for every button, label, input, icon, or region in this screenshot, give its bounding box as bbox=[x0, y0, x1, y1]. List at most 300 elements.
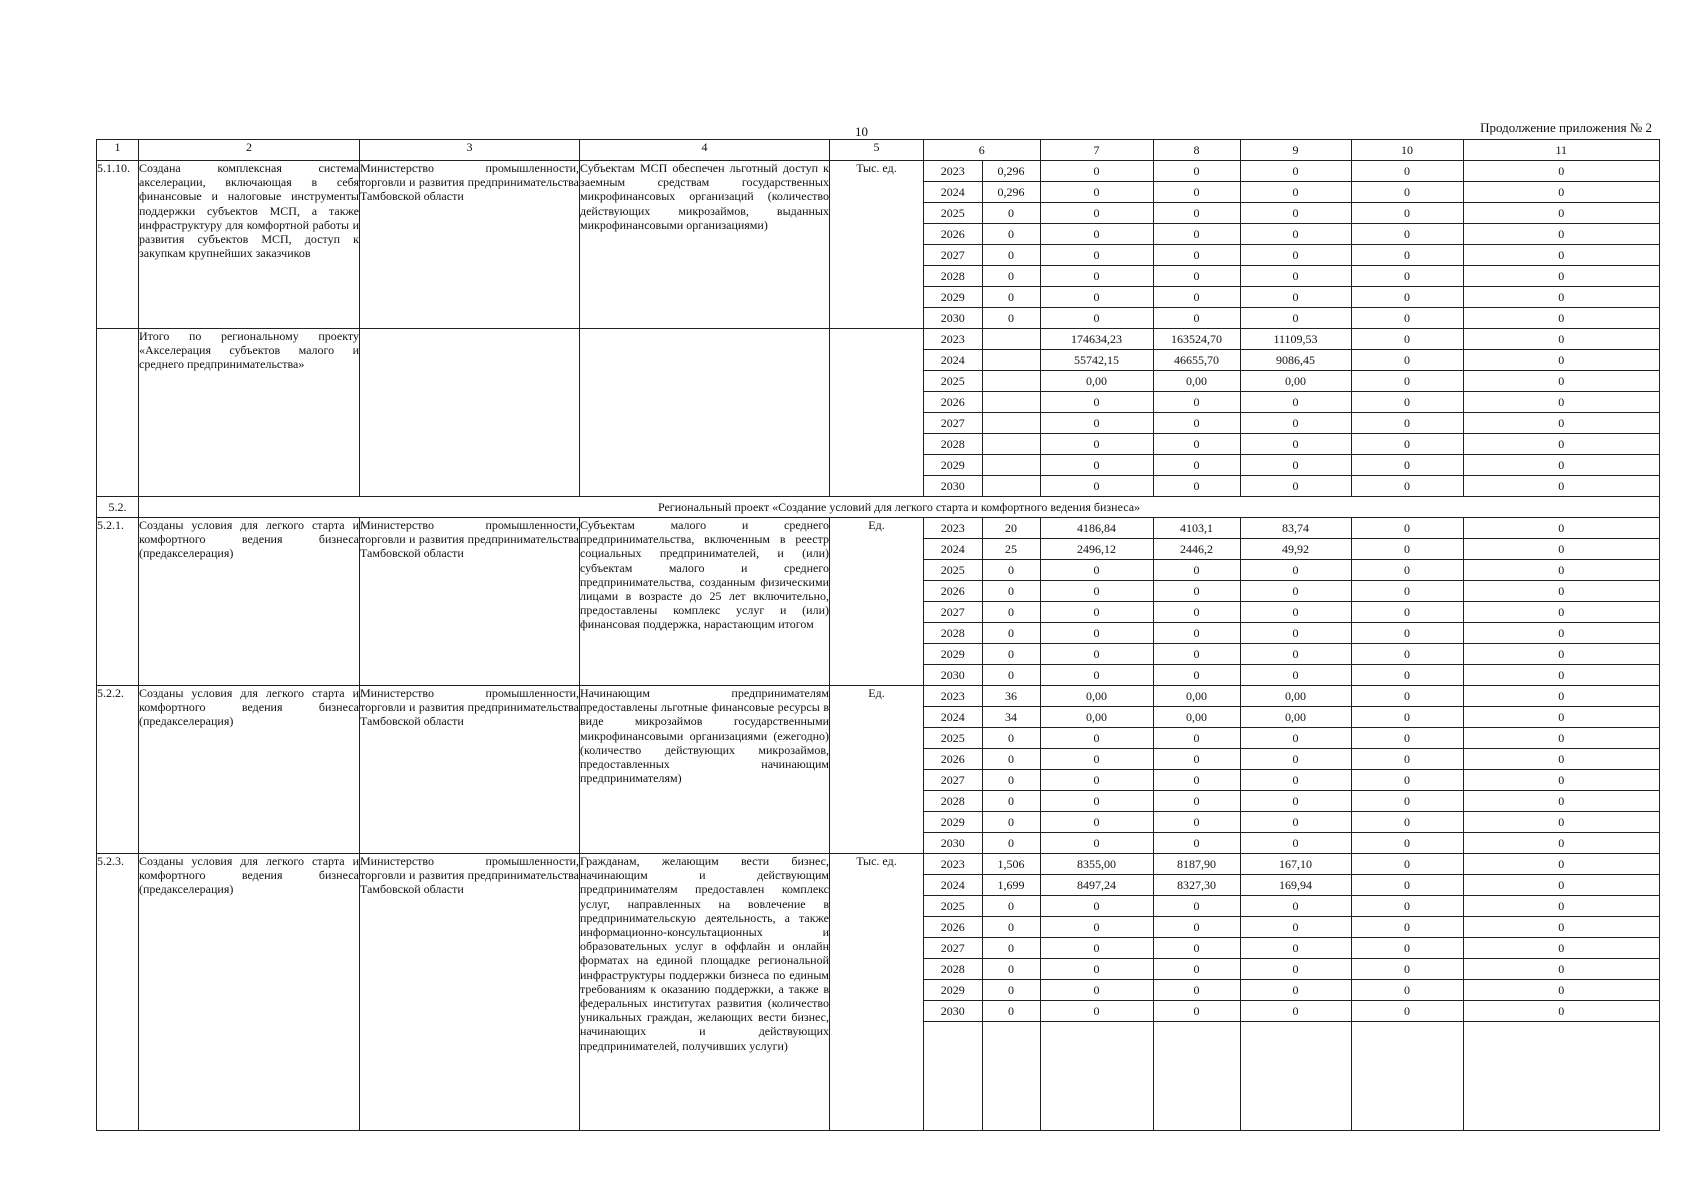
value-cell: 0 bbox=[1240, 644, 1351, 665]
value-cell: 83,74 bbox=[1240, 518, 1351, 539]
value-cell: 0 bbox=[1240, 287, 1351, 308]
year-row bbox=[924, 161, 1659, 182]
program-table bbox=[96, 139, 1660, 1131]
year-row bbox=[924, 392, 1659, 413]
value-cell: 0 bbox=[1463, 665, 1659, 686]
value-cell: 0 bbox=[982, 959, 1040, 980]
value-cell: 0 bbox=[1153, 392, 1240, 413]
value-cell: 0 bbox=[982, 1001, 1040, 1022]
row-number: 5.2.1. bbox=[97, 518, 139, 686]
value-cell: 2023 bbox=[924, 329, 982, 350]
value-cell: 0 bbox=[1040, 812, 1153, 833]
value-cell: 2025 bbox=[924, 203, 982, 224]
value-cell: 0 bbox=[1463, 308, 1659, 329]
value-cell: 0 bbox=[1240, 749, 1351, 770]
value-cell: 0 bbox=[1351, 665, 1463, 686]
header-cell: 6 bbox=[978, 143, 985, 157]
value-cell: 0 bbox=[1351, 329, 1463, 350]
value-cell: 0,00 bbox=[1153, 686, 1240, 707]
header-cell: 7 bbox=[1040, 140, 1153, 160]
value-cell bbox=[982, 476, 1040, 497]
row-number: 5.1.10. bbox=[97, 161, 139, 329]
value-cell: 0 bbox=[1351, 245, 1463, 266]
value-cell: 0 bbox=[1153, 161, 1240, 182]
value-cell: 0 bbox=[1463, 854, 1659, 875]
value-cell: 0 bbox=[1040, 224, 1153, 245]
value-cell bbox=[982, 350, 1040, 371]
value-cell: 0 bbox=[1351, 287, 1463, 308]
value-cell: 0 bbox=[1153, 287, 1240, 308]
value-cell: 0 bbox=[1153, 728, 1240, 749]
value-cell: 0 bbox=[1153, 623, 1240, 644]
value-cell: 0 bbox=[1463, 1001, 1659, 1022]
year-row bbox=[924, 476, 1659, 497]
value-cell: 2028 bbox=[924, 266, 982, 287]
section-row bbox=[97, 497, 1660, 518]
value-cell: 2023 bbox=[924, 161, 982, 182]
value-cell: 2028 bbox=[924, 434, 982, 455]
value-cell: 0 bbox=[1463, 245, 1659, 266]
value-cell: 0 bbox=[1463, 203, 1659, 224]
header-cell: 10 bbox=[1351, 140, 1463, 160]
value-cell: 0 bbox=[1351, 791, 1463, 812]
value-cell: 0 bbox=[1040, 770, 1153, 791]
year-row bbox=[924, 938, 1659, 959]
value-cell: 2027 bbox=[924, 245, 982, 266]
year-row bbox=[924, 371, 1659, 392]
section-title: Региональный проект «Создание условий для легкого старта и комфортного ведения бизнеса» bbox=[139, 497, 1660, 518]
value-cell: 0 bbox=[1153, 749, 1240, 770]
year-row bbox=[924, 707, 1659, 728]
unit bbox=[830, 329, 924, 497]
value-cell: 0,00 bbox=[1040, 371, 1153, 392]
value-cell: 2023 bbox=[924, 518, 982, 539]
value-cell: 0 bbox=[1240, 224, 1351, 245]
value-cell: 0 bbox=[1240, 182, 1351, 203]
value-cell: 0 bbox=[1240, 665, 1351, 686]
value-cell: 2028 bbox=[924, 791, 982, 812]
value-cell: 0 bbox=[1240, 203, 1351, 224]
value-cell: 0 bbox=[1240, 938, 1351, 959]
year-row bbox=[924, 413, 1659, 434]
value-cell: 0 bbox=[1463, 644, 1659, 665]
value-cell: 0 bbox=[1351, 602, 1463, 623]
value-cell: 0 bbox=[1040, 245, 1153, 266]
executor: Министерство промышленности, торговли и развития предпринимательства Тамбовской области bbox=[360, 518, 580, 686]
value-cell: 0 bbox=[1463, 707, 1659, 728]
value-cell: 0 bbox=[982, 665, 1040, 686]
value-cell: 0 bbox=[1040, 455, 1153, 476]
value-cell: 0 bbox=[1463, 749, 1659, 770]
value-cell: 0 bbox=[1463, 413, 1659, 434]
value-cell: 0 bbox=[1351, 434, 1463, 455]
value-cell bbox=[982, 392, 1040, 413]
value-cell: 0 bbox=[1463, 791, 1659, 812]
year-row bbox=[924, 854, 1659, 875]
value-cell: 0 bbox=[1463, 560, 1659, 581]
value-cell: 0 bbox=[1351, 455, 1463, 476]
value-cell: 0,00 bbox=[1040, 707, 1153, 728]
value-cell: 2026 bbox=[924, 749, 982, 770]
year-values bbox=[924, 161, 1660, 329]
value-cell: 0 bbox=[982, 812, 1040, 833]
value-cell: 0 bbox=[1351, 203, 1463, 224]
year-row bbox=[924, 455, 1659, 476]
year-row bbox=[924, 539, 1659, 560]
value-cell: 0 bbox=[1463, 686, 1659, 707]
year-values bbox=[924, 329, 1660, 497]
value-cell: 2025 bbox=[924, 560, 982, 581]
value-cell: 0 bbox=[1153, 896, 1240, 917]
year-row bbox=[924, 959, 1659, 980]
value-cell: 0 bbox=[982, 938, 1040, 959]
value-cell: 36 bbox=[982, 686, 1040, 707]
value-cell: 0 bbox=[1153, 476, 1240, 497]
value-cell: 0 bbox=[1351, 539, 1463, 560]
value-cell bbox=[982, 413, 1040, 434]
header-right bbox=[924, 140, 1660, 161]
value-cell: 0 bbox=[1153, 224, 1240, 245]
value-cell: 25 bbox=[982, 539, 1040, 560]
value-cell: 0 bbox=[1351, 959, 1463, 980]
header-cell: 2 bbox=[139, 140, 360, 161]
value-cell: 0 bbox=[1153, 665, 1240, 686]
header-cell: 9 bbox=[1240, 140, 1351, 160]
header-row bbox=[97, 140, 1660, 161]
value-cell: 0 bbox=[1351, 980, 1463, 1001]
unit: Ед. bbox=[830, 686, 924, 854]
value-cell: 2024 bbox=[924, 350, 982, 371]
value-cell: 0 bbox=[1463, 980, 1659, 1001]
value-cell: 0 bbox=[1040, 161, 1153, 182]
value-cell: 0 bbox=[982, 602, 1040, 623]
row-number: 5.2.3. bbox=[97, 854, 139, 1131]
value-cell: 2025 bbox=[924, 896, 982, 917]
value-cell: 0 bbox=[1240, 392, 1351, 413]
value-cell: 2027 bbox=[924, 938, 982, 959]
value-cell: 0 bbox=[1463, 539, 1659, 560]
value-cell: 0 bbox=[1040, 476, 1153, 497]
value-cell: 0 bbox=[1040, 623, 1153, 644]
year-values bbox=[924, 518, 1660, 686]
unit: Ед. bbox=[830, 518, 924, 686]
value-cell: 0 bbox=[1040, 791, 1153, 812]
value-cell: 0 bbox=[1351, 560, 1463, 581]
value-cell: 0 bbox=[1351, 350, 1463, 371]
row-number bbox=[97, 329, 139, 497]
value-cell: 0 bbox=[1153, 917, 1240, 938]
value-cell: 0 bbox=[1463, 728, 1659, 749]
value-cell: 0 bbox=[1351, 938, 1463, 959]
value-cell: 0 bbox=[982, 581, 1040, 602]
value-cell: 0 bbox=[1240, 959, 1351, 980]
value-cell: 0 bbox=[1040, 665, 1153, 686]
value-cell: 2030 bbox=[940, 836, 965, 850]
value-cell: 0 bbox=[1463, 896, 1659, 917]
year-values bbox=[924, 854, 1660, 1131]
value-cell: 0 bbox=[1040, 392, 1153, 413]
value-cell: 0 bbox=[1240, 476, 1351, 497]
value-cell: 0 bbox=[1040, 938, 1153, 959]
value-cell: 0 bbox=[982, 917, 1040, 938]
value-cell: 0 bbox=[1351, 182, 1463, 203]
year-row bbox=[924, 644, 1659, 665]
value-cell: 8327,30 bbox=[1153, 875, 1240, 896]
value-cell: 0 bbox=[1153, 602, 1240, 623]
value-cell: 0 bbox=[1463, 812, 1659, 833]
value-cell: 0 bbox=[982, 245, 1040, 266]
value-cell: 0 bbox=[1040, 749, 1153, 770]
year-row bbox=[924, 791, 1659, 812]
year-row bbox=[924, 917, 1659, 938]
value-cell: 2026 bbox=[924, 392, 982, 413]
value-cell: 0 bbox=[1153, 560, 1240, 581]
value-cell: 0 bbox=[1351, 581, 1463, 602]
value-cell: 0 bbox=[1240, 770, 1351, 791]
value-cell: 0 bbox=[1463, 161, 1659, 182]
value-cell: 0 bbox=[1463, 455, 1659, 476]
value-cell: 0 bbox=[1463, 266, 1659, 287]
value-cell: 0 bbox=[1463, 833, 1659, 854]
value-cell: 0 bbox=[1351, 224, 1463, 245]
value-cell: 0 bbox=[1463, 371, 1659, 392]
value-cell: 0 bbox=[1040, 728, 1153, 749]
value-cell: 0 bbox=[1240, 980, 1351, 1001]
value-cell: 0 bbox=[982, 644, 1040, 665]
value-cell: 0 bbox=[1240, 917, 1351, 938]
unit: Тыс. ед. bbox=[830, 161, 924, 329]
indicator bbox=[580, 329, 830, 497]
year-row bbox=[924, 833, 1659, 854]
year-row bbox=[924, 623, 1659, 644]
year-row bbox=[924, 728, 1659, 749]
value-cell bbox=[982, 329, 1040, 350]
value-cell: 2023 bbox=[924, 854, 982, 875]
year-values bbox=[924, 686, 1660, 854]
value-cell: 0 bbox=[1153, 266, 1240, 287]
value-cell: 0 bbox=[1351, 644, 1463, 665]
value-cell: 0 bbox=[1153, 581, 1240, 602]
value-cell: 0 bbox=[1240, 266, 1351, 287]
value-cell: 0 bbox=[1240, 812, 1351, 833]
value-cell: 2024 bbox=[924, 875, 982, 896]
value-cell: 0 bbox=[1153, 980, 1240, 1001]
value-cell: 0 bbox=[1153, 833, 1240, 854]
value-cell: 0 bbox=[1240, 560, 1351, 581]
value-cell: 0 bbox=[982, 224, 1040, 245]
value-cell: 4103,1 bbox=[1153, 518, 1240, 539]
table-row bbox=[97, 854, 1660, 1131]
value-cell: 0 bbox=[1153, 1001, 1240, 1022]
value-cell: 2027 bbox=[924, 413, 982, 434]
value-cell: 2029 bbox=[924, 287, 982, 308]
indicator: Начинающим предпринимателям предоставлены льготные финансовые ресурсы в виде микрозаймов государственными микрофинансовыми организациями (ежегодно) (количество действующих микрозаймов, предоставленных начинающим предпринимателям) bbox=[580, 686, 830, 854]
value-cell: 169,94 bbox=[1240, 875, 1351, 896]
value-cell: 2028 bbox=[924, 623, 982, 644]
value-cell: 0 bbox=[1040, 896, 1153, 917]
value-cell: 0,00 bbox=[1153, 371, 1240, 392]
value-cell: 2029 bbox=[924, 980, 982, 1001]
value-cell: 0 bbox=[1351, 812, 1463, 833]
value-cell: 0 bbox=[1040, 1001, 1153, 1022]
executor: Министерство промышленности, торговли и развития предпринимательства Тамбовской области bbox=[360, 686, 580, 854]
value-cell: 0,00 bbox=[1040, 686, 1153, 707]
year-row bbox=[924, 245, 1659, 266]
value-cell: 0 bbox=[1463, 875, 1659, 896]
year-row bbox=[924, 1001, 1659, 1022]
value-cell: 0,00 bbox=[1240, 686, 1351, 707]
value-cell: 0 bbox=[1351, 854, 1463, 875]
value-cell: 2024 bbox=[924, 539, 982, 560]
continuation-note: Продолжение приложения № 2 bbox=[1480, 120, 1652, 135]
value-cell: 167,10 bbox=[1240, 854, 1351, 875]
year-row bbox=[924, 665, 1659, 686]
year-row bbox=[924, 266, 1659, 287]
value-cell: 0 bbox=[1463, 623, 1659, 644]
value-cell: 0 bbox=[1351, 686, 1463, 707]
value-cell: 0 bbox=[1351, 707, 1463, 728]
header-cell: 5 bbox=[830, 140, 924, 161]
value-cell: 2030 bbox=[924, 1001, 982, 1022]
header-cell: 8 bbox=[1153, 140, 1240, 160]
year-row bbox=[924, 896, 1659, 917]
value-cell: 2024 bbox=[924, 182, 982, 203]
value-cell: 8187,90 bbox=[1153, 854, 1240, 875]
value-cell: 20 bbox=[982, 518, 1040, 539]
value-cell: 0 bbox=[1351, 749, 1463, 770]
value-cell: 2025 bbox=[924, 728, 982, 749]
value-cell: 0 bbox=[1240, 434, 1351, 455]
value-cell: 0 bbox=[982, 770, 1040, 791]
value-cell: 0 bbox=[1351, 308, 1463, 329]
value-cell: 0 bbox=[1351, 476, 1463, 497]
value-cell: 4186,84 bbox=[1040, 518, 1153, 539]
value-cell: 0,00 bbox=[1240, 371, 1351, 392]
value-cell: 0 bbox=[1240, 623, 1351, 644]
value-cell: 0 bbox=[1040, 266, 1153, 287]
value-cell: 0 bbox=[1040, 959, 1153, 980]
value-cell: 0 bbox=[1463, 917, 1659, 938]
value-cell: 2029 bbox=[924, 644, 982, 665]
value-cell: 2026 bbox=[924, 224, 982, 245]
value-cell: 0 bbox=[1463, 224, 1659, 245]
table-row bbox=[97, 686, 1660, 854]
year-row bbox=[924, 812, 1659, 833]
value-cell: 0 bbox=[1040, 287, 1153, 308]
section-number: 5.2. bbox=[97, 497, 139, 518]
header-cell: 1 bbox=[97, 140, 139, 161]
value-cell: 11109,53 bbox=[1240, 329, 1351, 350]
value-cell: 0 bbox=[1040, 581, 1153, 602]
value-cell: 0 bbox=[1040, 560, 1153, 581]
value-cell: 0 bbox=[1040, 980, 1153, 1001]
value-cell: 0 bbox=[1240, 791, 1351, 812]
year-row bbox=[924, 182, 1659, 203]
value-cell: 0 bbox=[1463, 959, 1659, 980]
value-cell: 0 bbox=[982, 623, 1040, 644]
value-cell: 1,506 bbox=[982, 854, 1040, 875]
value-cell: 49,92 bbox=[1240, 539, 1351, 560]
row-number: 5.2.2. bbox=[97, 686, 139, 854]
value-cell: 0 bbox=[1463, 182, 1659, 203]
value-cell: 0 bbox=[1040, 917, 1153, 938]
value-cell: 0 bbox=[1153, 182, 1240, 203]
year-row bbox=[924, 287, 1659, 308]
value-cell: 0 bbox=[1153, 644, 1240, 665]
value-cell: 0 bbox=[1153, 245, 1240, 266]
value-cell: 0,296 bbox=[982, 161, 1040, 182]
indicator: Субъектам МСП обеспечен льготный доступ к заемным средствам государственных микрофинансовых организаций (количество действующих микрозаймов, выданных микрофинансовыми организациями) bbox=[580, 161, 830, 329]
value-cell: 0 bbox=[1351, 161, 1463, 182]
value-cell: 0 bbox=[1351, 875, 1463, 896]
value-cell: 34 bbox=[982, 707, 1040, 728]
value-cell: 0 bbox=[1351, 896, 1463, 917]
value-cell: 0 bbox=[1040, 182, 1153, 203]
value-cell: 0 bbox=[1240, 728, 1351, 749]
value-cell: 0 bbox=[1040, 644, 1153, 665]
value-cell: 0 bbox=[1351, 728, 1463, 749]
value-cell: 2025 bbox=[924, 371, 982, 392]
value-cell: 0 bbox=[982, 308, 1040, 329]
value-cell: 0 bbox=[1351, 917, 1463, 938]
value-cell bbox=[982, 371, 1040, 392]
value-cell: 2030 bbox=[940, 311, 965, 325]
value-cell: 0 bbox=[982, 728, 1040, 749]
table-row bbox=[97, 161, 1660, 329]
value-cell: 0 bbox=[982, 287, 1040, 308]
value-cell: 0 bbox=[1153, 770, 1240, 791]
value-cell: 0 bbox=[1463, 392, 1659, 413]
value-cell: 0 bbox=[1463, 938, 1659, 959]
value-cell: 0 bbox=[1040, 833, 1153, 854]
value-cell: 0 bbox=[1463, 350, 1659, 371]
value-cell: 174634,23 bbox=[1040, 329, 1153, 350]
table-row bbox=[97, 518, 1660, 686]
value-cell: 0 bbox=[1351, 392, 1463, 413]
result-name: Созданы условия для легкого старта и комфортного ведения бизнеса (предакселерация) bbox=[139, 518, 360, 686]
value-cell: 0,296 bbox=[982, 182, 1040, 203]
result-name: Итого по региональному проекту «Акселерация субъектов малого и среднего предпринимательства» bbox=[139, 329, 360, 497]
result-name: Созданы условия для легкого старта и комфортного ведения бизнеса (предакселерация) bbox=[139, 686, 360, 854]
value-cell: 46655,70 bbox=[1153, 350, 1240, 371]
value-cell: 0 bbox=[982, 560, 1040, 581]
value-cell: 0 bbox=[1351, 518, 1463, 539]
value-cell: 2026 bbox=[924, 581, 982, 602]
year-row bbox=[924, 581, 1659, 602]
value-cell: 0 bbox=[1351, 770, 1463, 791]
year-row bbox=[924, 770, 1659, 791]
value-cell: 2023 bbox=[924, 686, 982, 707]
year-row bbox=[924, 350, 1659, 371]
value-cell: 1,699 bbox=[982, 875, 1040, 896]
value-cell: 8355,00 bbox=[1040, 854, 1153, 875]
value-cell: 0,00 bbox=[1240, 707, 1351, 728]
value-cell: 0 bbox=[1240, 581, 1351, 602]
value-cell: 0 bbox=[1240, 413, 1351, 434]
value-cell: 0 bbox=[1351, 833, 1463, 854]
value-cell: 0 bbox=[1463, 434, 1659, 455]
value-cell: 0 bbox=[1463, 770, 1659, 791]
value-cell: 0 bbox=[982, 266, 1040, 287]
value-cell: 0 bbox=[982, 203, 1040, 224]
year-row bbox=[924, 224, 1659, 245]
value-cell: 0 bbox=[1351, 371, 1463, 392]
value-cell: 0 bbox=[1153, 413, 1240, 434]
value-cell: 2446,2 bbox=[1153, 539, 1240, 560]
value-cell: 9086,45 bbox=[1240, 350, 1351, 371]
indicator: Гражданам, желающим вести бизнес, начинающим и действующим предпринимателям предоставлен комплекс услуг, направленных на вовлечение в предпринимательскую деятельность, а также информационно-консультационных и образовательных услуг в оффлайн и онлайн форматах на единой площадке региональной инфраструктуры поддержки бизнеса по единым требованиям к оказанию поддержки, а также в федеральных институтах развития (количество уникальных граждан, желающих вести бизнес, начинающих и действующих предпринимателей, получивших услуги) bbox=[580, 854, 830, 1131]
year-row bbox=[924, 686, 1659, 707]
